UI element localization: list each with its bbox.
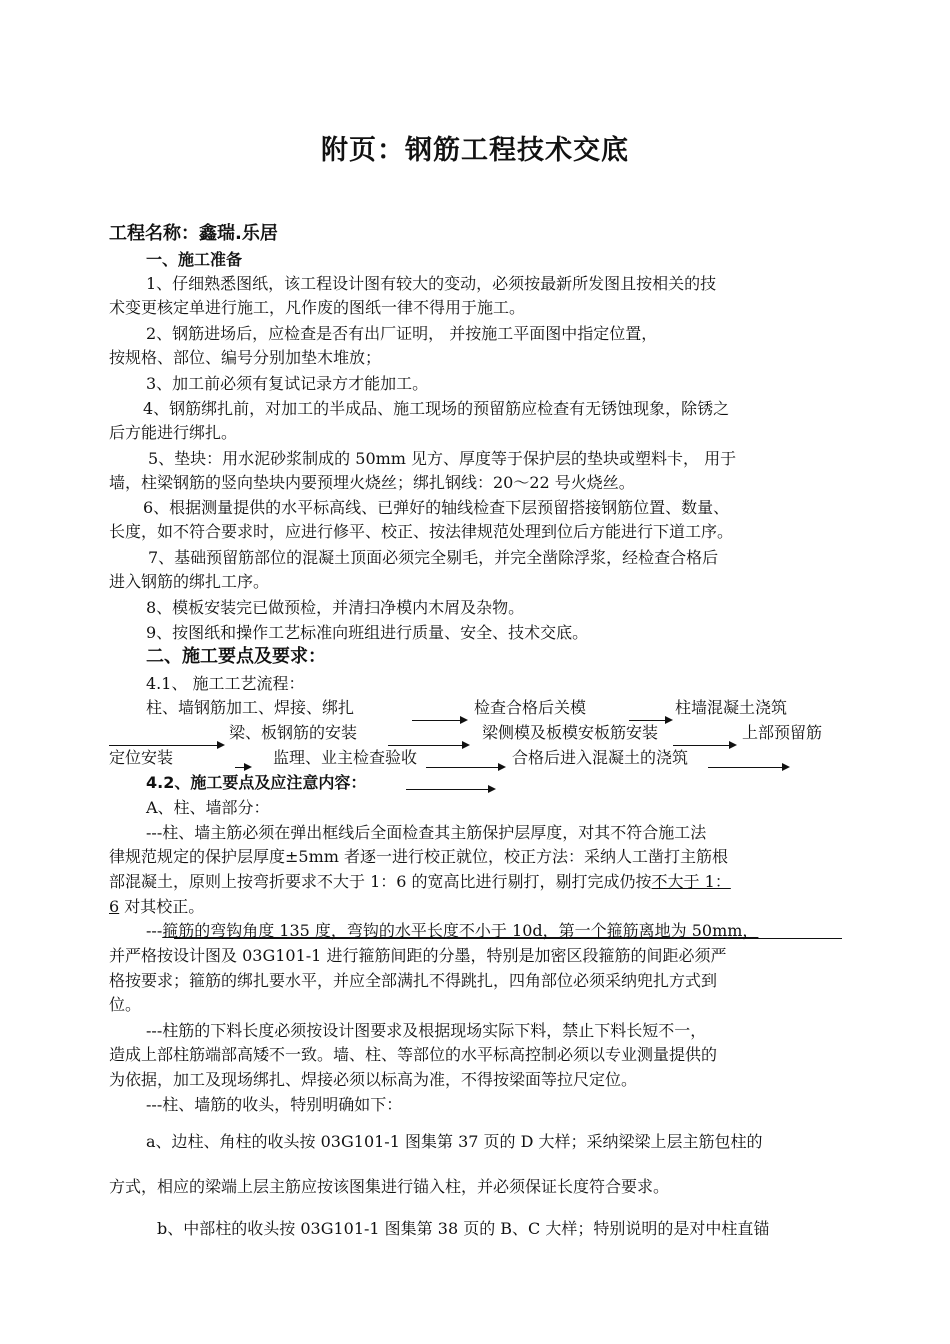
flow-step-inspection: 监理、业主检查验收: [273, 748, 418, 767]
project-name: 工程名称：鑫瑞.乐居: [109, 223, 278, 244]
para-a3-line-2: 造成上部柱筋端部高矮不一致。墙、柱、等部位的水平标高控制必须以专业测量提供的: [109, 1045, 718, 1064]
subsection-4-2: 4.2、施工要点及应注意内容：: [146, 773, 367, 792]
page-title: 附页：钢筋工程技术交底: [321, 135, 629, 166]
para-a5-line-1: a、边柱、角柱的收头按 03G101-1 图集第 37 页的 D 大样；采纳梁梁上层主筋包柱的: [146, 1132, 763, 1151]
flow-arrow-5: [673, 745, 735, 746]
para-8: 8、模板安装完已做预检，并清扫净模内木屑及杂物。: [146, 598, 525, 617]
para-2-line-1: 2、钢筋进场后，应检查是否有出厂证明， 并按施工平面图中指定位置，: [146, 324, 658, 343]
para-1-line-1: 1、仔细熟悉图纸，该工程设计图有较大的变动，必须按最新所发图且按相关的技: [146, 274, 717, 293]
flow-arrow-9: [406, 789, 494, 790]
flow-arrow-3: [109, 745, 223, 746]
para-a2-line-1: ---箍筋的弯钩角度 135 度，弯钩的水平长度不小于 10d，第一个箍筋离地为 50mm，: [146, 921, 759, 940]
para-2-line-2: 按规格、部位、编号分别加垫木堆放；: [109, 348, 382, 367]
subsection-4-1: 4.1、 施工工艺流程：: [146, 674, 305, 693]
flow-arrow-2: [629, 720, 671, 721]
para-6-line-1: 6、根据测量提供的水平标高线、已弹好的轴线检查下层预留搭接钢筋位置、数量、: [143, 498, 730, 517]
flow-step-upper-reserved-rebar: 上部预留筋: [742, 723, 823, 742]
para-a2-line-3: 格按要求；箍筋的绑扎要水平，并应全部满扎不得跳扎，四角部位必须采纳兜扎方式到: [109, 971, 718, 990]
para-4-line-2: 后方能进行绑扎。: [109, 423, 238, 442]
section-1-heading: 一、施工准备: [146, 250, 243, 269]
para-a2-line-2: 并严格按设计图及 03G101-1 进行箍筋间距的分墨，特别是加密区段箍筋的间距必须严: [109, 946, 727, 965]
para-a1-line-4: 6 对其校正。: [109, 897, 205, 916]
flow-arrow-7: [426, 767, 504, 768]
para-5-line-2: 墙，柱梁钢筋的竖向垫块内要预埋火烧丝；绑扎钢线：20～22 号火烧丝。: [109, 473, 635, 492]
para-a5-line-2: 方式，相应的梁端上层主筋应按该图集进行锚入柱，并必须保证长度符合要求。: [109, 1177, 670, 1196]
para-3: 3、加工前必须有复试记录方才能加工。: [146, 374, 429, 393]
flow-arrow-8: [708, 767, 788, 768]
flow-step-close-formwork: 检查合格后关模: [474, 698, 587, 717]
flow-step-side-formwork: 梁侧模及板模安板筋安装: [482, 723, 659, 742]
flow-step-concrete-pour: 合格后进入混凝土的浇筑: [512, 748, 689, 767]
para-5-line-1: 5、垫块：用水泥砂浆制成的 50mm 见方、厚度等于保护层的垫块或塑料卡， 用于: [148, 449, 737, 468]
para-a3-line-1: ---柱筋的下料长度必须按设计图要求及根据现场实际下料，禁止下料长短不一，: [146, 1021, 707, 1040]
part-a-heading: A、柱、墙部分：: [146, 798, 270, 817]
para-a1-line-2: 律规范规定的保护层厚度±5mm 者逐一进行校正就位，校正方法：采纳人工凿打主筋根: [109, 847, 729, 866]
flow-arrow-6: [235, 767, 250, 768]
flow-step-rebar-processing: 柱、墙钢筋加工、焊接、绑扎: [146, 698, 355, 717]
para-6-line-2: 长度，如不符合要求时，应进行修平、校正、按法律规范处理到位后方能进行下道工序。: [109, 522, 734, 541]
para-a3-line-3: 为依据，加工及现场绑扎、焊接必须以标高为准，不得按梁面等拉尺定位。: [109, 1070, 638, 1089]
flow-step-positioning: 定位安装: [109, 748, 174, 767]
para-a6-line-1: b、中部柱的收头按 03G101-1 图集第 38 页的 B、C 大样；特别说明的是对中柱直锚: [157, 1219, 770, 1238]
flow-arrow-1: [412, 720, 466, 721]
para-7-line-2: 进入钢筋的绑扎工序。: [109, 572, 270, 591]
para-a4: ---柱、墙筋的收头，特别明确如下：: [146, 1095, 403, 1114]
para-a1-line-3: 部混凝土，原则上按弯折要求不大于 1：6 的宽高比进行剔打，剔打完成仍按不大于 1：: [109, 872, 731, 891]
underline-stirrup: [174, 938, 842, 939]
para-9: 9、按图纸和操作工艺标准向班组进行质量、安全、技术交底。: [146, 623, 589, 642]
flow-arrow-4: [388, 745, 468, 746]
section-2-heading: 二、施工要点及要求：: [146, 646, 326, 667]
para-4-line-1: 4、钢筋绑扎前，对加工的半成品、施工现场的预留筋应检查有无锈蚀现象，除锈之: [143, 399, 730, 418]
para-7-line-1: 7、基础预留筋部位的混凝土顶面必须完全剔毛，并完全凿除浮浆，经检查合格后: [148, 548, 719, 567]
para-a2-line-4: 位。: [109, 995, 142, 1014]
para-a1-line-1: ---柱、墙主筋必须在弹出框线后全面检查其主筋保护层厚度，对其不符合施工法: [146, 823, 707, 842]
flow-step-column-concrete: 柱墙混凝土浇筑: [675, 698, 788, 717]
para-1-line-2: 术变更核定单进行施工，凡作废的图纸一律不得用于施工。: [109, 298, 526, 317]
flow-step-beam-slab-rebar: 梁、板钢筋的安装: [229, 723, 358, 742]
